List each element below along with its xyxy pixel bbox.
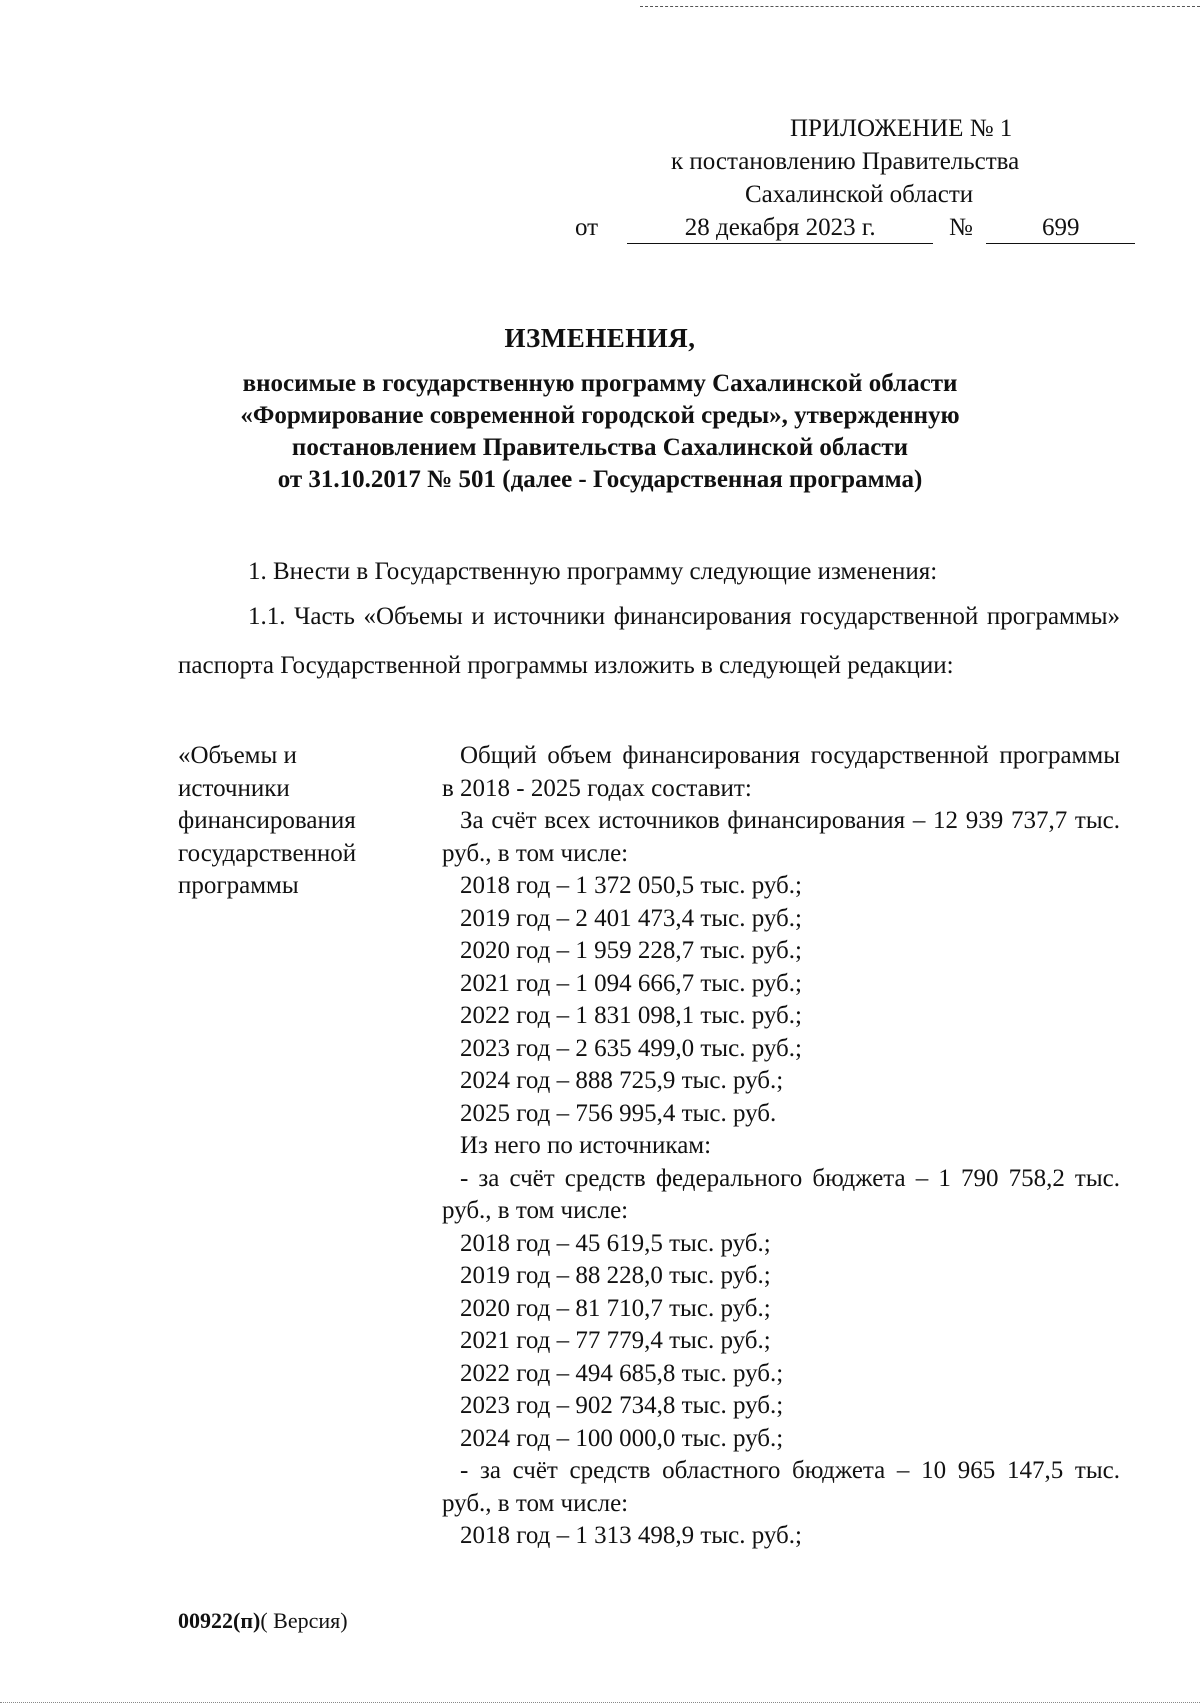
label-line-3: финансирования (178, 807, 356, 834)
all-year-2022: 2022 год – 1 831 098,1 тыс. руб.; (460, 1002, 802, 1029)
title-line-4: от 31.10.2017 № 501 (далее - Государственная программа) (277, 466, 923, 493)
appendix-header (575, 112, 1135, 244)
all-year-2019: 2019 год – 2 401 473,4 тыс. руб.; (460, 904, 802, 932)
appendix-date-number (575, 211, 1135, 244)
regional-budget-total: - за счёт средств областного бюджета – 10 965 147,5 тыс. руб., в том числе: (442, 1457, 1120, 1517)
passport-value-column (442, 740, 1120, 1553)
regional-year-2018: 2018 год – 1 313 498,9 тыс. руб.; (460, 1522, 802, 1549)
appendix-title: ПРИЛОЖЕНИЕ № 1 (790, 115, 1013, 142)
appendix-subtitle: к постановлению Правительства (671, 148, 1020, 175)
all-year-2020: 2020 год – 1 959 228,7 тыс. руб.; (460, 937, 802, 964)
federal-year-2020: 2020 год – 81 710,7 тыс. руб.; (460, 1294, 771, 1322)
passport-label-column (178, 740, 428, 903)
all-year-2021: 2021 год – 1 094 666,7 тыс. руб.; (460, 969, 802, 997)
federal-budget-total: - за счёт средств федерального бюджета – 1 790 758,2 тыс. руб., в том числе: (442, 1164, 1120, 1224)
all-year-2023: 2023 год – 2 635 499,0 тыс. руб.; (460, 1034, 802, 1062)
federal-year-2022: 2022 год – 494 685,8 тыс. руб.; (460, 1359, 784, 1387)
document-code: 00922(п) (178, 1608, 261, 1633)
label-line-1: «Объемы и (178, 742, 297, 769)
scan-edge-bottom (0, 1702, 1200, 1703)
document-version: ( Версия) (260, 1608, 348, 1633)
paragraph-item-1: 1. Внести в Государственную программу следующие изменения: (248, 558, 938, 585)
financing-intro: Общий объем финансирования государственной программы в 2018 - 2025 годах составит: (442, 742, 1120, 802)
federal-year-2024: 2024 год – 100 000,0 тыс. руб.; (460, 1424, 784, 1452)
resolution-number: 699 (986, 213, 1135, 244)
label-line-2: источники (178, 774, 290, 802)
federal-year-2019: 2019 год – 88 228,0 тыс. руб.; (460, 1262, 771, 1289)
federal-year-2023: 2023 год – 902 734,8 тыс. руб.; (460, 1392, 784, 1419)
document-footer (178, 1608, 348, 1634)
appendix-region: Сахалинской области (745, 181, 974, 208)
by-sources-label: Из него по источникам: (460, 1132, 712, 1159)
scan-edge-top (640, 6, 1200, 7)
all-year-2018: 2018 год – 1 372 050,5 тыс. руб.; (460, 872, 802, 899)
title-line-2: «Формирование современной городской среды», утвержденную (240, 402, 960, 429)
title-line-3: постановлением Правительства Сахалинской области (291, 434, 909, 461)
all-sources-total: За счёт всех источников финансирования – 12 939 737,7 тыс. руб., в том числе: (442, 807, 1120, 867)
paragraph-item-1-1: 1.1. Часть «Объемы и источники финансирования государственной программы» паспорта Государственной программы изложить в следующей редакции: (178, 603, 1120, 679)
document-title: ИЗМЕНЕНИЯ, (504, 323, 696, 353)
resolution-date: 28 декабря 2023 г. (627, 213, 933, 244)
document-title-block (150, 322, 1050, 496)
all-year-2025: 2025 год – 756 995,4 тыс. руб. (460, 1099, 777, 1127)
label-line-5: программы (178, 872, 299, 899)
title-line-1: вносимые в государственную программу Сахалинской области (242, 370, 958, 397)
number-label: № (948, 214, 973, 241)
label-line-4: государственной (178, 839, 357, 867)
federal-year-2018: 2018 год – 45 619,5 тыс. руб.; (460, 1229, 771, 1257)
from-label: от (575, 214, 599, 241)
federal-year-2021: 2021 год – 77 779,4 тыс. руб.; (460, 1327, 771, 1354)
all-year-2024: 2024 год – 888 725,9 тыс. руб.; (460, 1067, 784, 1094)
